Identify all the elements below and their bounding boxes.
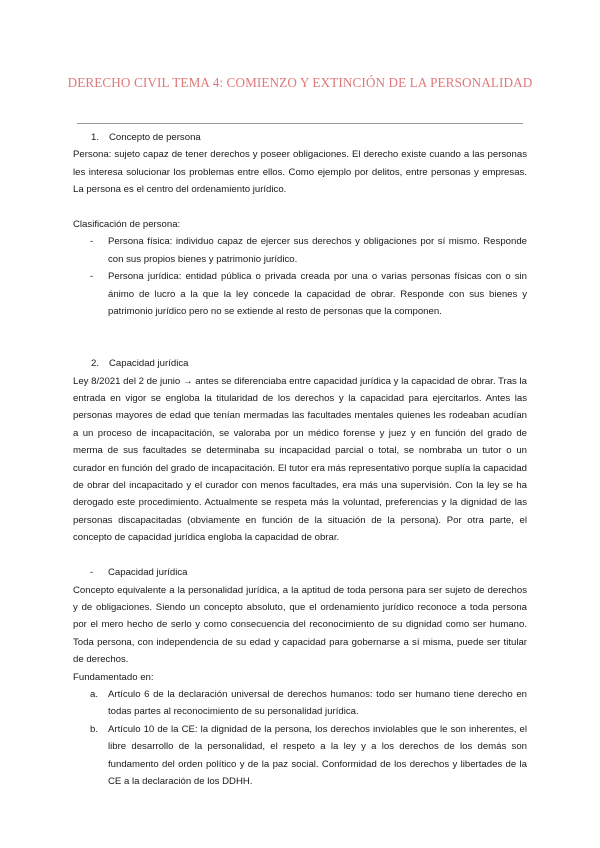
section-1-title: Concepto de persona [109, 132, 201, 143]
section-1-paragraph: Persona: sujeto capaz de tener derechos y poseer obligaciones. El derecho existe cuando a las personas les interesa solucionar los problemas entre ellos. Como ejemplo por delitos, entre personas y empresas. La persona es el centro del ordenamiento jurídico. [73, 149, 527, 196]
document-title: DERECHO CIVIL TEMA 4: COMIENZO Y EXTINCIÓN DE LA PERSONALIDAD [67, 75, 533, 90]
section-1-heading [73, 129, 527, 146]
list-marker: a. [90, 688, 99, 700]
fundamentado-list [73, 686, 527, 790]
section-2-number: 2. [91, 358, 100, 370]
section-3-title: Capacidad jurídica [108, 567, 188, 579]
list-item [73, 268, 527, 320]
list-item-text: Artículo 6 de la declaración universal de derechos humanos: todo ser humano tiene derecho en todas partes al reconocimiento de su personalidad jurídica. [108, 688, 527, 718]
classification-list [73, 233, 527, 320]
section-3-paragraph: Concepto equivalente a la personalidad jurídica, a la aptitud de toda persona para ser sujeto de derechos y de obligaciones. Siendo un concepto absoluto, que el ordenamiento jurídico reconoce a toda persona por el mero hecho de serlo y como consecuencia del reconocimiento de su dignidad como ser humano. Toda persona, con independencia de su edad y capacidad para gobernarse a sí misma, puede ser titular de derechos. [73, 584, 527, 666]
list-item [73, 721, 527, 791]
list-item-text: Artículo 10 de la CE: la dignidad de la persona, los derechos inviolables que le son inherentes, el libre desarrollo de la personalidad, el respeto a la ley y a los derechos de los demás son fundamento del orden político y de la paz social. Conformidad de los derechos y libertades de la CE a la declaración de los DDHH. [108, 723, 527, 787]
classification-label: Clasificación de persona: [73, 219, 181, 231]
section-3-heading [73, 564, 527, 581]
section-3-marker: - [90, 567, 94, 579]
document-body [73, 129, 527, 790]
section-2-heading [73, 355, 527, 372]
list-item-text: Persona jurídica: entidad pública o privada creada por una o varias personas físicas con o sin ánimo de lucro a la que la ley concede la capacidad de obrar. Responde con sus bienes y patrimonio jurídico pero no se extiende al resto de personas que la componen. [108, 271, 527, 318]
list-marker: b. [90, 723, 99, 735]
list-item [73, 686, 527, 721]
fundamentado-label: Fundamentado en: [73, 671, 154, 683]
list-marker: - [90, 271, 94, 283]
section-2-title: Capacidad jurídica [109, 358, 189, 370]
list-marker: - [90, 236, 94, 248]
section-2-paragraph: Ley 8/2021 del 2 de junio → antes se diferenciaba entre capacidad jurídica y la capacidad de obrar. Tras la entrada en vigor se engloba la titularidad de los derechos y la capacidad para ejercitarlos. Antes las personas mayores de edad que tenían mermadas las facultades mentales quienes les rodeaban acudían a un proceso de incapacitación, se valoraba por un médico forense y juez y en función del grado de merma de sus facultades se determinaba su incapacidad parcial o total, se nombraba un tutor o un curador en función del grado de incapacitación. El tutor era más representativo porque suplía la capacidad de obrar del incapacitado y el curador con menos facultades, era más una supervisión. Con la ley se ha derogado este procedimiento. Actualmente se respeta más la voluntad, preferencias y la dignidad de las personas discapacitadas (obviamente en función de la situación de la persona). Por otra parte, el concepto de capacidad jurídica engloba la capacidad de obrar. [73, 375, 527, 544]
list-item [73, 233, 527, 268]
list-item-text: Persona física: individuo capaz de ejercer sus derechos y obligaciones por sí mismo. Responde con sus propios bienes y patrimonio jurídico. [108, 236, 527, 265]
title-divider [77, 123, 523, 124]
section-1-number: 1. [91, 132, 100, 143]
